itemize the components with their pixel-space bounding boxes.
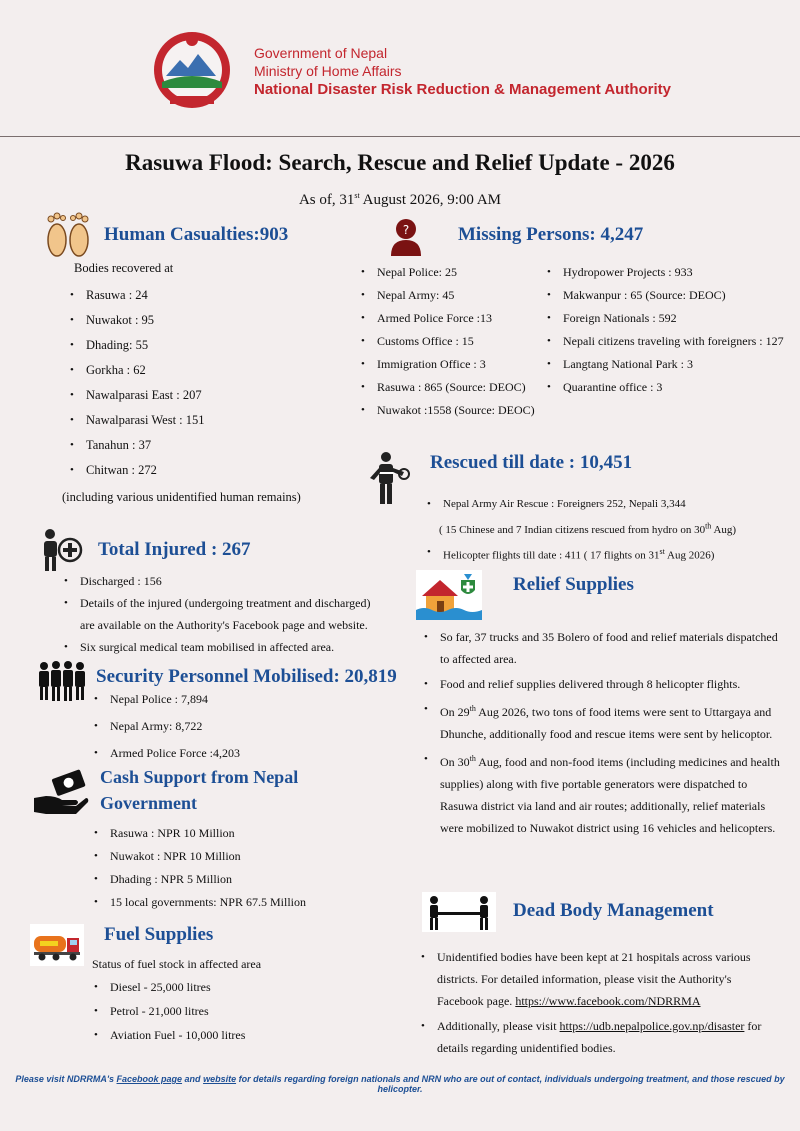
deadbody-list <box>437 946 777 1059</box>
list-item: • Nepal Army: 45 <box>377 284 535 306</box>
list-item: • Foreign Nationals : 592 <box>563 307 784 329</box>
injured-list <box>80 570 380 658</box>
facebook-link[interactable]: https://www.facebook.com/NDRRMA <box>515 994 701 1008</box>
deadbody-heading: Dead Body Management <box>513 900 714 921</box>
rescuer-icon <box>366 450 412 506</box>
list-item: • Unidentified bodies have been kept at 21 hospitals across various districts. For detailed information, please visit the Authority's Facebook page. https://www.facebook.com/NDRRMA <box>437 946 777 1012</box>
list-item: • Makwanpur : 65 (Source: DEOC) <box>563 284 784 306</box>
list-item: • On 30th Aug, food and non-food items (including medicines and health supplies) along with five portable generators were dispatched to Rasuwa district via land and air routes; additionally, relief materials were mobilized to Nuwakot district using 16 vehicles and helicopters. <box>440 748 785 839</box>
list-item: • Armed Police Force :4,203 <box>110 742 240 764</box>
list-item: • Gorkha : 62 <box>86 359 205 381</box>
list-item: • Additionally, please visit https://udb.nepalpolice.gov.np/disaster for details regarding unidentified bodies. <box>437 1015 777 1059</box>
casualties-subheading: Bodies recovered at <box>74 261 174 275</box>
list-item: • Nuwakot :1558 (Source: DEOC) <box>377 399 535 421</box>
list-item: • Nepal Police: 25 <box>377 261 535 283</box>
cash-heading: Cash Support from Nepal Government <box>100 767 299 813</box>
org-ministry: Ministry of Home Affairs <box>254 63 402 79</box>
casualties-list <box>86 284 205 481</box>
list-item: • Dhading : NPR 5 Million <box>110 868 306 890</box>
list-item: • Nuwakot : 95 <box>86 309 205 331</box>
list-item: • Rasuwa : 24 <box>86 284 205 306</box>
list-item: • Quarantine office : 3 <box>563 376 784 398</box>
fuel-list <box>110 976 245 1046</box>
fuel-subheading: Status of fuel stock in affected area <box>92 957 262 971</box>
relief-list <box>440 626 785 839</box>
svg-text:?: ? <box>402 223 410 237</box>
list-item: • Rasuwa : NPR 10 Million <box>110 822 306 844</box>
list-item: • Food and relief supplies delivered through 8 helicopter flights. <box>440 673 785 695</box>
list-item: • Tanahun : 37 <box>86 434 205 456</box>
injured-person-icon <box>40 528 84 572</box>
relief-heading: Relief Supplies <box>513 574 634 595</box>
ndrrma-logo <box>140 26 244 116</box>
list-item: • Details of the injured (undergoing treatment and discharged) are available on the Authority's Facebook page and website. <box>80 592 380 636</box>
cash-list <box>110 822 306 913</box>
list-item: • Aviation Fuel - 10,000 litres <box>110 1024 245 1046</box>
list-item: • Rasuwa : 865 (Source: DEOC) <box>377 376 535 398</box>
missing-list-col1 <box>377 261 535 421</box>
list-item: • Langtang National Park : 3 <box>563 353 784 375</box>
casualties-note: (including various unidentified human remains) <box>62 490 301 504</box>
list-item: • Nuwakot : NPR 10 Million <box>110 845 306 867</box>
list-item: • Nepal Army: 8,722 <box>110 715 240 737</box>
stretcher-icon <box>422 892 496 932</box>
rescued-list <box>439 493 793 566</box>
injured-heading: Total Injured : 267 <box>98 539 251 560</box>
rescued-heading: Rescued till date : 10,451 <box>430 452 633 473</box>
list-item: • Discharged : 156 <box>80 570 380 592</box>
org-government: Government of Nepal <box>254 45 388 61</box>
as-of-date: As of, 31st August 2026, 9:00 AM <box>298 191 502 208</box>
list-item: • Petrol - 21,000 litres <box>110 1000 245 1022</box>
list-item: • Nepali citizens traveling with foreigners : 127 <box>563 330 784 352</box>
casualties-heading: Human Casualties:903 <box>104 224 289 245</box>
footer-facebook-link[interactable]: Facebook page <box>116 1074 183 1084</box>
missing-heading: Missing Persons: 4,247 <box>458 224 644 245</box>
fuel-tanker-icon <box>30 924 84 966</box>
list-item: • On 29th Aug 2026, two tons of food items were sent to Uttargaya and Dhunche, additionally food and rescue items were sent by helicoptor. <box>440 698 785 745</box>
org-authority: National Disaster Risk Reduction & Management Authority <box>254 81 672 98</box>
footer-note: Please visit NDRRMA's Facebook page and website for details regarding foreign nationals and NRN who are out of contact, individuals undergoing treatment, and those rescued by helicopter. <box>15 1074 785 1094</box>
udb-link[interactable]: https://udb.nepalpolice.gov.np/disaster <box>559 1019 745 1033</box>
security-heading: Security Personnel Mobilised: 20,819 <box>96 666 397 687</box>
list-item: • Nawalparasi East : 207 <box>86 384 205 406</box>
list-item: • Immigration Office : 3 <box>377 353 535 375</box>
list-item: • So far, 37 trucks and 35 Bolero of food and relief materials dispatched to affected area. <box>440 626 785 670</box>
security-personnel-icon <box>36 660 88 702</box>
missing-person-icon <box>389 216 423 256</box>
relief-house-icon <box>416 570 482 620</box>
fuel-heading: Fuel Supplies <box>104 924 214 945</box>
security-list <box>110 688 240 764</box>
list-item: • Dhading: 55 <box>86 334 205 356</box>
list-item: • Nepal Army Air Rescue : Foreigners 252, Nepali 3,344 ( 15 Chinese and 7 Indian citizens rescued from hydro on 30th Aug) <box>443 493 793 541</box>
list-item: • Armed Police Force :13 <box>377 307 535 329</box>
missing-list-col2 <box>563 261 784 398</box>
page-title: Rasuwa Flood: Search, Rescue and Relief Update - 2026 <box>125 150 675 175</box>
list-item: • Diesel - 25,000 litres <box>110 976 245 998</box>
list-item: • Hydropower Projects : 933 <box>563 261 784 283</box>
list-item: • 15 local governments: NPR 67.5 Million <box>110 891 306 913</box>
list-item: • Nawalparasi West : 151 <box>86 409 205 431</box>
list-item: • Chitwan : 272 <box>86 459 205 481</box>
cash-hand-icon <box>32 768 90 818</box>
list-item: • Six surgical medical team mobilised in affected area. <box>80 636 380 658</box>
list-item: • Helicopter flights till date : 411 ( 17 flights on 31st Aug 2026) <box>443 541 793 567</box>
header-divider <box>0 136 800 137</box>
footprints-icon <box>42 210 94 260</box>
list-item: • Customs Office : 15 <box>377 330 535 352</box>
footer-website-link[interactable]: website <box>203 1074 237 1084</box>
list-item: • Nepal Police : 7,894 <box>110 688 240 710</box>
